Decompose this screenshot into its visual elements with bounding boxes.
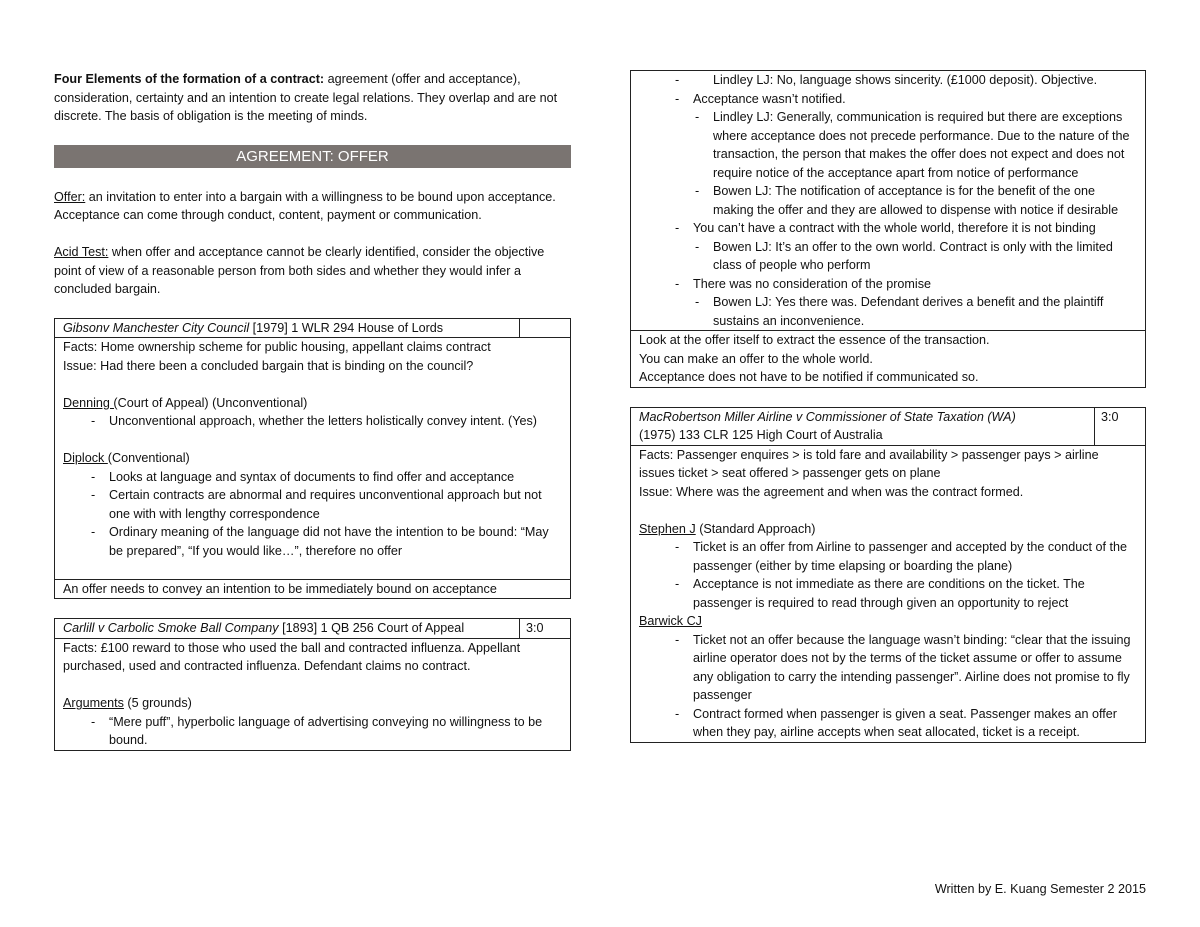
intro-bold: Four Elements of the formation of a contract: bbox=[54, 72, 325, 86]
list-item: - Acceptance wasn’t notified. bbox=[693, 90, 1137, 109]
intro-paragraph bbox=[54, 70, 571, 126]
judge-heading: Stephen J (Standard Approach) bbox=[639, 521, 816, 536]
list-item: - Lindley LJ: No, language shows sincerity. (£1000 deposit). Objective. bbox=[693, 71, 1137, 90]
judge-heading: Diplock (Conventional) bbox=[63, 451, 190, 465]
list-item: - Lindley LJ: Generally, communication is required but there are exceptions where acceptance does not precede performance. Due to the nature of the transaction, the person that makes the offer does not expect and does not require notice of the acceptance apart from notice of performance bbox=[713, 108, 1137, 182]
case-facts: Facts: £100 reward to those who used the ball and contracted influenza. Appellant purchased, used and contracted influenza. Defendant claims no contract. bbox=[63, 640, 521, 673]
case-facts: Facts: Passenger enquires > is told fare and availability > passenger pays > airline issues ticket > seat offered > passenger gets on plane bbox=[639, 447, 1099, 480]
judge-heading: Denning (Court of Appeal) (Unconventional) bbox=[63, 395, 308, 410]
case-header bbox=[55, 619, 570, 639]
case-issue: Issue: Where was the agreement and when was the contract formed. bbox=[639, 484, 1024, 499]
intro-text: agreement (offer and acceptance), consideration, certainty and an intention to create legal relations. They overlap and are not discrete. The basis of obligation is the meeting of minds. bbox=[54, 72, 558, 123]
list-item: - Ordinary meaning of the language did not have the intention to be bound: “May be prepared”, “If you would like…”, therefore no offer bbox=[109, 523, 562, 560]
section-banner: AGREEMENT: OFFER bbox=[54, 145, 571, 168]
case-header bbox=[631, 408, 1145, 446]
carlill-continued-box bbox=[630, 70, 1146, 388]
case-issue: Issue: Had there been a concluded bargain that is binding on the council? bbox=[63, 358, 474, 373]
carlill-case-box bbox=[54, 618, 571, 751]
macrobertson-case-box bbox=[630, 407, 1146, 743]
list-item: - Certain contracts are abnormal and requires unconventional approach but not one with with lengthy correspondence bbox=[109, 486, 562, 523]
arguments-heading: Arguments (5 grounds) bbox=[63, 696, 192, 710]
case-ratio: An offer needs to convey an intention to be immediately bound on acceptance bbox=[63, 581, 497, 596]
denning-points bbox=[63, 412, 562, 431]
judge-heading: Barwick CJ bbox=[639, 614, 702, 628]
case-name: Carlill v Carbolic Smoke Ball Company bbox=[63, 621, 279, 635]
case-citation: [1979] 1 WLR 294 House of Lords bbox=[249, 320, 444, 335]
list-item: - There was no consideration of the promise bbox=[693, 275, 1137, 294]
list-item: - Looks at language and syntax of documents to find offer and acceptance bbox=[109, 468, 562, 487]
stephen-points bbox=[639, 538, 1137, 612]
barwick-points bbox=[639, 631, 1137, 742]
case-score: 3:0 bbox=[1101, 409, 1119, 424]
left-column bbox=[54, 70, 571, 751]
list-item: - Bowen LJ: Yes there was. Defendant derives a benefit and the plaintiff sustains an inconvenience. bbox=[713, 293, 1137, 330]
case-body bbox=[631, 446, 1145, 742]
diplock-points bbox=[63, 468, 562, 561]
case-body bbox=[631, 71, 1145, 331]
case-citation: (1975) 133 CLR 125 High Court of Australia bbox=[639, 428, 883, 442]
list-item: - Unconventional approach, whether the letters holistically convey intent. (Yes) bbox=[109, 412, 562, 431]
right-column bbox=[630, 70, 1146, 743]
acid-test: Acid Test: when offer and acceptance cannot be clearly identified, consider the objective point of view of a reasonable person from both sides and whether they would infer a concluded bargain. bbox=[54, 245, 545, 296]
list-item: - You can’t have a contract with the whole world, therefore it is not binding bbox=[693, 219, 1137, 238]
list-item: - Ticket is an offer from Airline to passenger and accepted by the conduct of the passenger (either by time elapsing or boarding the plane) bbox=[693, 538, 1137, 575]
case-citation: [1893] 1 QB 256 Court of Appeal bbox=[278, 621, 465, 635]
list-item: - Bowen LJ: It’s an offer to the own world. Contract is only with the limited class of people who perform bbox=[713, 238, 1137, 275]
case-body bbox=[55, 639, 570, 750]
case-name: MacRobertson Miller Airline v Commissioner of State Taxation (WA) bbox=[639, 409, 1016, 424]
argument-points bbox=[63, 713, 562, 750]
gibson-case-box bbox=[54, 318, 571, 600]
offer-definition: Offer: an invitation to enter into a bargain with a willingness to be bound upon acceptance. Acceptance can come through conduct, content, payment or communication. bbox=[54, 189, 556, 222]
footer-credit: Written by E. Kuang Semester 2 2015 bbox=[934, 882, 1146, 896]
list-item: - Ticket not an offer because the language wasn’t binding: “clear that the issuing airline operator does not by the terms of the ticket assume or offer to assume any obligation to carry the intending passenger”. Airline does not promise to fly passenger bbox=[693, 631, 1137, 705]
list-item: - “Mere puff”, hyperbolic language of advertising conveying no willingness to be bound. bbox=[109, 713, 562, 750]
list-item: - Contract formed when passenger is given a seat. Passenger makes an offer when they pay, airline accepts when seat allocated, ticket is a receipt. bbox=[693, 705, 1137, 742]
case-body bbox=[55, 338, 570, 580]
case-score bbox=[520, 319, 570, 338]
case-ratio: Look at the offer itself to extract the essence of the transaction. You can make an offer to the whole world. Acceptance does not have to be notified if communicated so. bbox=[639, 333, 990, 384]
case-facts: Facts: Home ownership scheme for public housing, appellant claims contract bbox=[63, 340, 491, 354]
argument-points bbox=[639, 71, 1137, 90]
case-score: 3:0 bbox=[526, 621, 544, 635]
case-name: Gibsonv Manchester City Council bbox=[63, 320, 250, 335]
case-header bbox=[55, 319, 570, 339]
list-item: - Bowen LJ: The notification of acceptance is for the benefit of the one making the offer and they are allowed to dispense with notice if desirable bbox=[713, 182, 1137, 219]
list-item: - Acceptance is not immediate as there are conditions on the ticket. The passenger is required to read through given an opportunity to reject bbox=[693, 575, 1137, 612]
